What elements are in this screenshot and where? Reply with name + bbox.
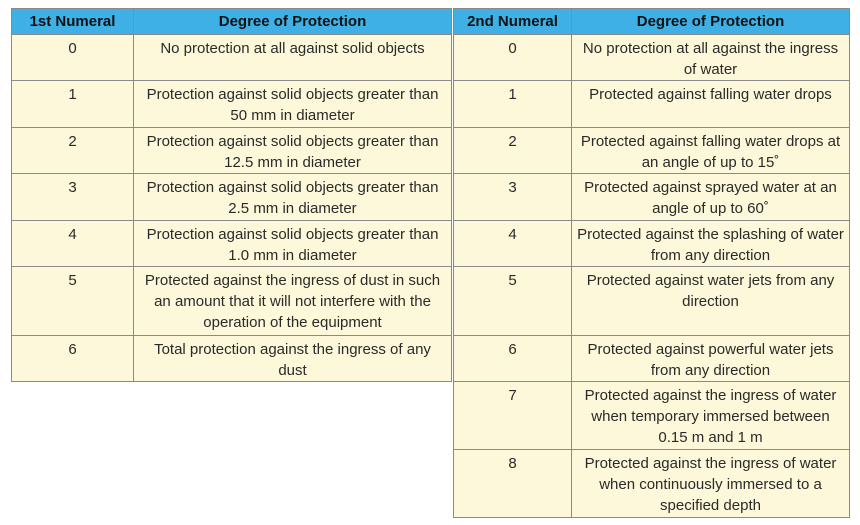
table-row (12, 35, 452, 81)
numeral-cell: 6 (454, 336, 572, 382)
numeral-cell: 5 (454, 267, 572, 336)
first-numeral-table (11, 8, 452, 382)
table-row (454, 81, 850, 128)
numeral-cell: 3 (12, 174, 134, 221)
second-numeral-table (453, 8, 850, 518)
numeral-cell: 6 (12, 336, 134, 382)
table-row (454, 128, 850, 174)
table-row (12, 336, 452, 382)
numeral-cell: 1 (454, 81, 572, 128)
numeral-cell: 4 (12, 221, 134, 267)
table-row (12, 267, 452, 336)
numeral-cell: 5 (12, 267, 134, 336)
protection-cell: Protected against the splashing of water from any direction (572, 221, 850, 267)
header-first-numeral: 1st Numeral (12, 9, 134, 35)
protection-cell: Protection against solid objects greater than 2.5 mm in diameter (134, 174, 452, 221)
table-header-row (12, 9, 452, 35)
table-row (454, 174, 850, 221)
header-second-numeral: 2nd Numeral (454, 9, 572, 35)
protection-cell: Protected against falling water drops (572, 81, 850, 128)
protection-cell: Protected against the ingress of dust in such an amount that it will not interfere with the operation of the equipment (134, 267, 452, 336)
table-row (454, 221, 850, 267)
protection-cell: Protection against solid objects greater than 50 mm in diameter (134, 81, 452, 128)
numeral-cell: 0 (12, 35, 134, 81)
protection-cell: Total protection against the ingress of any dust (134, 336, 452, 382)
numeral-cell: 4 (454, 221, 572, 267)
numeral-cell: 7 (454, 382, 572, 450)
protection-cell: No protection at all against solid objects (134, 35, 452, 81)
table-header-row (454, 9, 850, 35)
table-row (12, 81, 452, 128)
numeral-cell: 2 (12, 128, 134, 174)
header-degree-of-protection: Degree of Protection (134, 9, 452, 35)
protection-cell: Protected against powerful water jets from any direction (572, 336, 850, 382)
protection-cell: Protected against sprayed water at an angle of up to 60˚ (572, 174, 850, 221)
protection-cell: Protected against the ingress of water when temporary immersed between 0.15 m and 1 m (572, 382, 850, 450)
table-row (12, 174, 452, 221)
table-row (454, 336, 850, 382)
table-row (454, 35, 850, 81)
table-row (454, 267, 850, 336)
table-row (454, 382, 850, 450)
table-row (12, 221, 452, 267)
protection-cell: Protected against falling water drops at an angle of up to 15˚ (572, 128, 850, 174)
header-degree-of-protection: Degree of Protection (572, 9, 850, 35)
numeral-cell: 1 (12, 81, 134, 128)
numeral-cell: 3 (454, 174, 572, 221)
numeral-cell: 8 (454, 450, 572, 518)
protection-cell: Protected against the ingress of water when continuously immersed to a specified depth (572, 450, 850, 518)
numeral-cell: 0 (454, 35, 572, 81)
protection-cell: Protection against solid objects greater than 12.5 mm in diameter (134, 128, 452, 174)
protection-cell: No protection at all against the ingress of water (572, 35, 850, 81)
protection-cell: Protected against water jets from any direction (572, 267, 850, 336)
table-row (12, 128, 452, 174)
numeral-cell: 2 (454, 128, 572, 174)
protection-cell: Protection against solid objects greater than 1.0 mm in diameter (134, 221, 452, 267)
table-row (454, 450, 850, 518)
